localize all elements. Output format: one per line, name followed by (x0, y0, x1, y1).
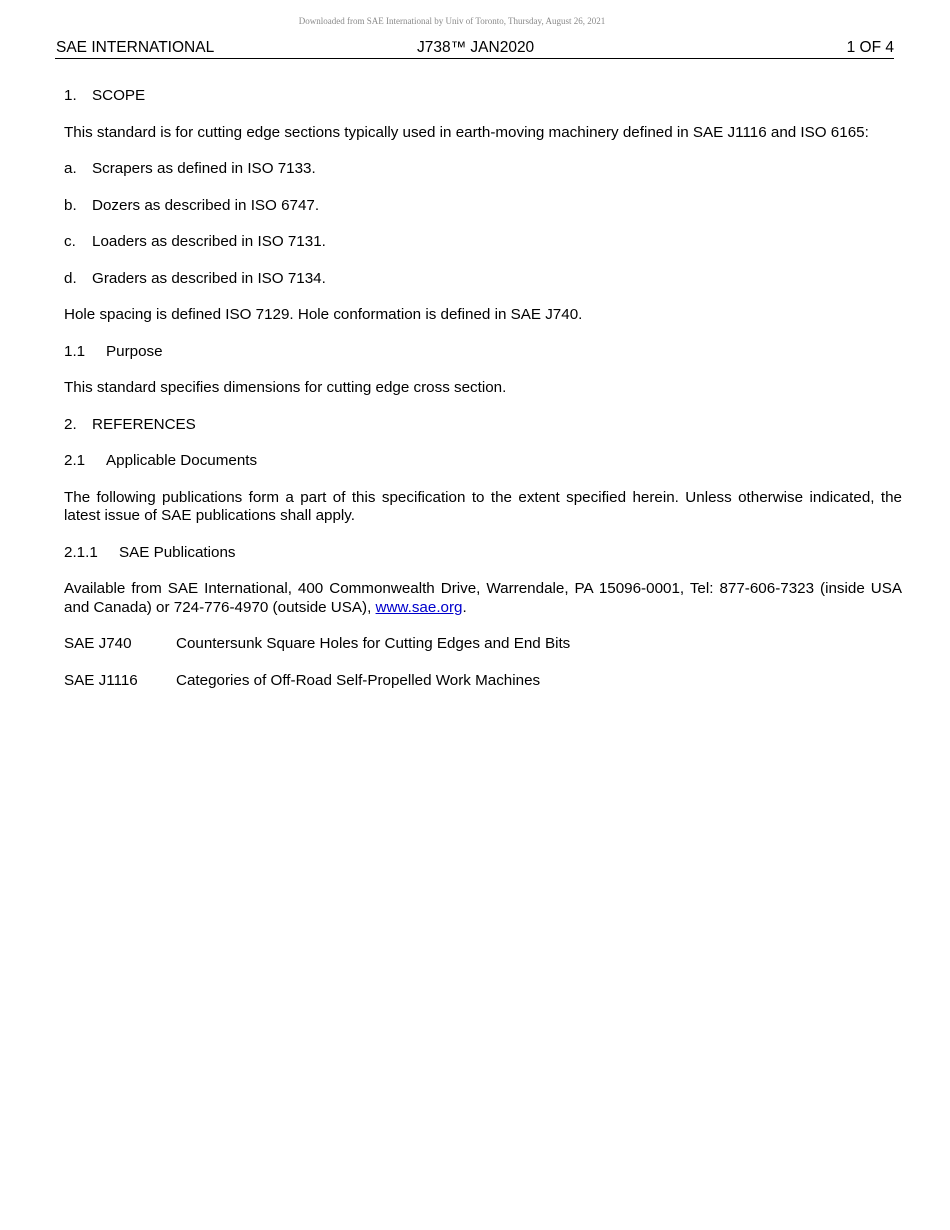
reference-id: SAE J740 (64, 635, 132, 652)
reference-id: SAE J1116 (64, 671, 138, 689)
hole-spacing-paragraph: Hole spacing is defined ISO 7129. Hole conformation is defined in SAE J740. (64, 306, 583, 323)
section-number: 2.1.1 (64, 543, 98, 561)
section-title: SAE Publications (119, 543, 236, 561)
section-heading-applicable-documents (64, 452, 902, 471)
list-text: Graders as described in ISO 7134. (92, 269, 326, 287)
list-label: d. (64, 269, 77, 287)
list-item (64, 160, 902, 179)
page-header (55, 38, 894, 59)
availability-paragraph (64, 580, 902, 617)
document-body (64, 87, 902, 708)
section-title: Applicable Documents (106, 452, 258, 469)
applicable-paragraph: The following publications form a part of this specification to the extent specified herein. Unless otherwise indicated, the latest issue of SAE publications shall apply. (64, 488, 902, 524)
section-title: SCOPE (92, 87, 146, 104)
section-number: 2. (64, 415, 77, 433)
list-label: b. (64, 196, 77, 214)
availability-end: . (462, 598, 467, 616)
purpose-paragraph: This standard specifies dimensions for cutting edge cross section. (64, 379, 507, 396)
availability-text: Available from SAE International, 400 Commonwealth Drive, Warrendale, PA 15096-0001, Tel: 877-606-7323 (inside USA and Canada) or 724-776-4970 (outside USA), (64, 580, 902, 616)
list-label: a. (64, 160, 77, 177)
section-number: 2.1 (64, 452, 86, 469)
list-text: Scrapers as defined in ISO 7133. (92, 160, 316, 177)
section-number: 1. (64, 87, 77, 104)
list-item (64, 233, 902, 252)
section-number: 1.1 (64, 342, 86, 360)
reference-title: Countersunk Square Holes for Cutting Edges and End Bits (176, 635, 571, 652)
list-item (64, 270, 902, 289)
header-document-id: J738™ JAN2020 (417, 39, 535, 56)
section-title: REFERENCES (92, 415, 196, 433)
header-page-number: 1 OF 4 (846, 39, 894, 56)
list-text: Dozers as described in ISO 6747. (92, 196, 320, 214)
section-heading-purpose (64, 343, 902, 362)
reference-entry (64, 635, 902, 654)
list-text: Loaders as described in ISO 7131. (92, 233, 326, 250)
reference-entry (64, 672, 902, 691)
section-heading-sae-publications (64, 544, 902, 563)
section-heading-references (64, 416, 902, 435)
reference-title: Categories of Off-Road Self-Propelled Work Machines (176, 671, 541, 689)
section-heading-scope (64, 87, 902, 106)
list-item (64, 197, 902, 216)
list-label: c. (64, 233, 76, 250)
sae-website-link[interactable]: www.sae.org (375, 598, 463, 616)
scope-paragraph: This standard is for cutting edge sections typically used in earth-moving machinery defined in SAE J1116 and ISO 6165: (64, 123, 869, 141)
header-publisher: SAE INTERNATIONAL (56, 39, 215, 56)
section-title: Purpose (106, 342, 163, 360)
download-watermark: Downloaded from SAE International by Univ of Toronto, Thursday, August 26, 2021 (298, 16, 606, 26)
